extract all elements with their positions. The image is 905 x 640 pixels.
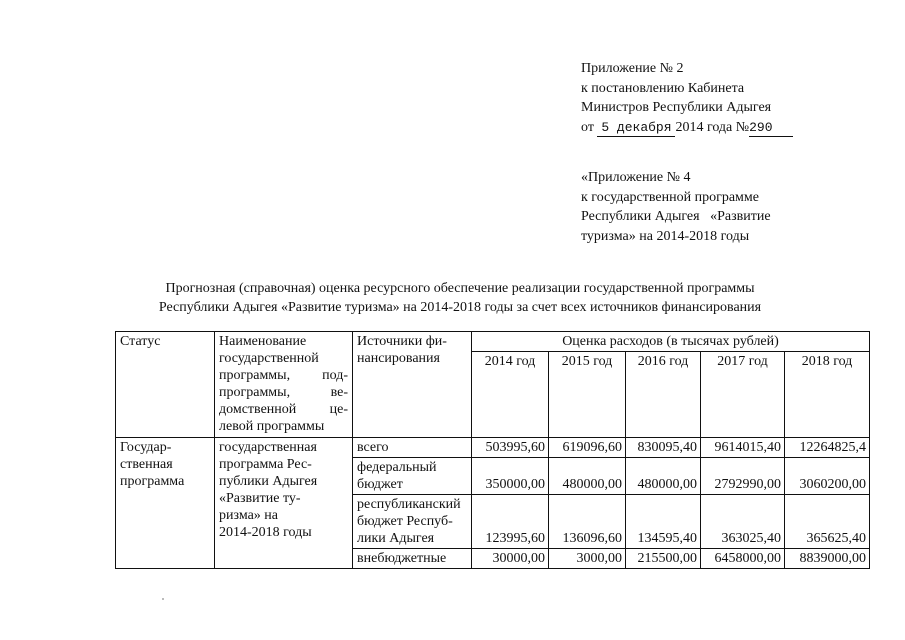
source-line: бюджет (357, 477, 403, 492)
header-name-line: левой программы (219, 419, 325, 434)
table-row (116, 438, 870, 458)
header-name-line: государственной (219, 351, 319, 366)
value-cell: 134595,40 (626, 495, 701, 549)
scan-speck (162, 598, 164, 600)
source-cell (353, 438, 472, 458)
program-appendix-title: «Приложение № 4 (581, 170, 691, 185)
header-year: 2015 год (549, 352, 626, 438)
program-name-cell (215, 438, 353, 569)
value-cell: 619096,60 (549, 438, 626, 458)
status-cell (116, 438, 215, 569)
value-cell: 480000,00 (626, 458, 701, 495)
value-cell: 8839000,00 (785, 549, 870, 569)
source-line: бюджет Респуб- (357, 514, 453, 529)
header-name-line: домственной це- (219, 402, 348, 417)
heading-line-1: Прогнозная (справочная) оценка ресурсного обеспечение реализации государственной программы (165, 281, 755, 296)
decree-year: 2014 года № (675, 119, 750, 135)
decree-date: 5 декабря (597, 121, 675, 137)
value-cell: 365625,40 (785, 495, 870, 549)
header-name-line: Наименование (219, 334, 307, 349)
program-line: ризма» на (219, 508, 279, 523)
value-cell: 136096,60 (549, 495, 626, 549)
source-line: всего (357, 440, 389, 455)
program-line: 2014-2018 годы (219, 525, 312, 540)
program-appendix-block (581, 168, 771, 246)
appendix-date-line (581, 118, 793, 138)
header-name-line: программы, ве- (219, 385, 348, 400)
header-program-name (215, 332, 353, 438)
program-line: «Развитие ту- (219, 491, 301, 506)
header-name-line: программы, под- (219, 368, 348, 383)
source-line: республиканский (357, 497, 461, 512)
appendix-block (581, 59, 793, 137)
heading-line-2: Республики Адыгея «Развитие туризма» на 2014-2018 годы за счет всех источников финансирования (158, 300, 762, 315)
value-cell: 215500,00 (626, 549, 701, 569)
value-cell: 830095,40 (626, 438, 701, 458)
source-line: лики Адыгея (357, 531, 435, 546)
value-cell: 480000,00 (549, 458, 626, 495)
date-prefix: от (581, 119, 594, 135)
status-line: Государ- (120, 440, 172, 455)
header-sources-line: нансирования (357, 351, 440, 366)
resource-table (115, 331, 870, 569)
value-cell: 3060200,00 (785, 458, 870, 495)
source-cell (353, 458, 472, 495)
program-appendix-line3: Республики Адыгея «Развитие (581, 209, 771, 224)
value-cell: 30000,00 (472, 549, 549, 569)
value-cell: 9614015,40 (701, 438, 785, 458)
header-row (116, 332, 870, 352)
program-line: программа Рес- (219, 457, 312, 472)
header-sources (353, 332, 472, 438)
program-line: публики Адыгея (219, 474, 318, 489)
header-year: 2016 год (626, 352, 701, 438)
appendix-line-cabinet: Министров Республики Адыгея (581, 100, 772, 115)
source-cell (353, 495, 472, 549)
header-status: Статус (116, 332, 215, 438)
program-line: государственная (219, 440, 317, 455)
header-year: 2014 год (472, 352, 549, 438)
value-cell: 123995,60 (472, 495, 549, 549)
source-line: федеральный (357, 460, 437, 475)
header-costs: Оценка расходов (в тысячах рублей) (472, 332, 870, 352)
value-cell: 503995,60 (472, 438, 549, 458)
header-sources-line: Источники фи- (357, 334, 447, 349)
value-cell: 6458000,00 (701, 549, 785, 569)
value-cell: 2792990,00 (701, 458, 785, 495)
decree-number: 290 (749, 121, 793, 137)
source-line: внебюджетные (357, 551, 447, 566)
status-line: ственная (120, 457, 173, 472)
status-line: программа (120, 474, 185, 489)
value-cell: 350000,00 (472, 458, 549, 495)
header-year: 2017 год (701, 352, 785, 438)
program-appendix-line2: к государственной программе (581, 189, 759, 205)
source-cell (353, 549, 472, 569)
value-cell: 3000,00 (549, 549, 626, 569)
value-cell: 12264825,4 (785, 438, 870, 458)
program-appendix-line4: туризма» на 2014-2018 годы (581, 228, 750, 244)
appendix-line-decree: к постановлению Кабинета (581, 80, 745, 96)
header-year: 2018 год (785, 352, 870, 438)
value-cell: 363025,40 (701, 495, 785, 549)
document-heading (110, 279, 810, 317)
appendix-title: Приложение № 2 (581, 61, 684, 76)
